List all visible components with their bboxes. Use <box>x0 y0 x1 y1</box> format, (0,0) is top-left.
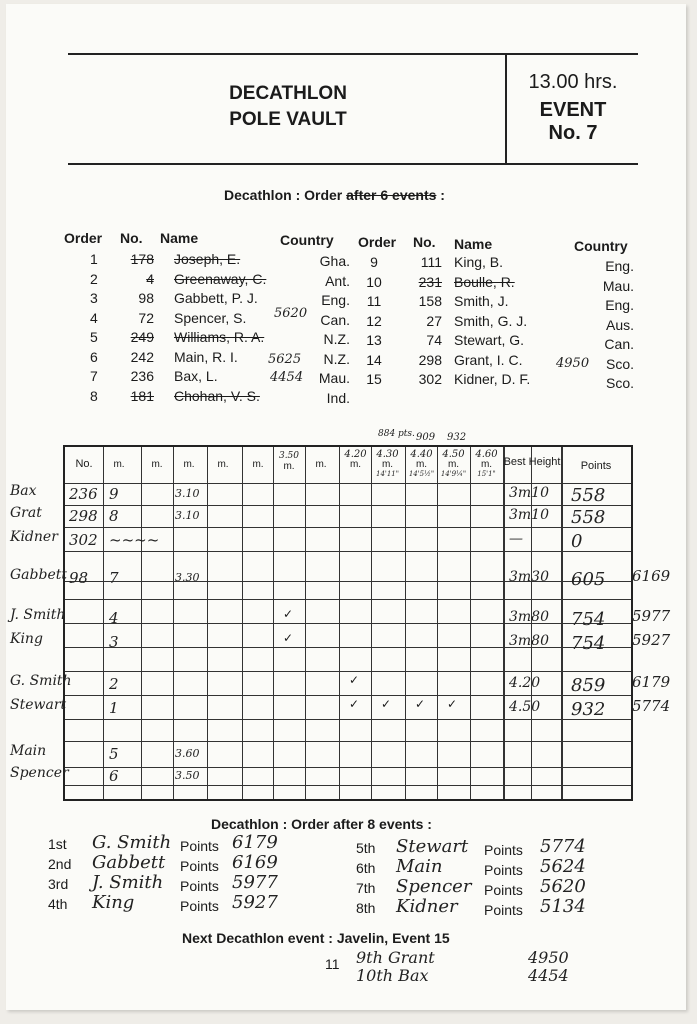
note-spencer: 5620 <box>274 306 308 321</box>
entry-number: 231 <box>418 273 442 290</box>
entry-country: Mau. <box>318 370 350 386</box>
grid-start-order: 2 <box>109 675 119 693</box>
grid-header-m: m. <box>151 459 163 470</box>
result-place: 5th <box>356 840 376 856</box>
grid-athlete-name: Main <box>10 743 47 759</box>
result-points: 5624 <box>540 856 586 877</box>
col-no-left: No. <box>120 230 143 246</box>
entry-number: 302 <box>418 371 442 387</box>
grid-best-height: 4.20 <box>509 675 541 691</box>
result-points: 5977 <box>232 872 278 893</box>
grid-start-height: 3.30 <box>175 571 200 584</box>
grid-start-order: 3 <box>109 633 119 651</box>
grid-hline <box>65 695 631 696</box>
grid-hline <box>65 671 631 672</box>
grid-start-order: 1 <box>109 699 119 717</box>
grid-header-m: m. <box>381 459 394 470</box>
grid-header-imperial: 14'11" <box>376 470 399 478</box>
grid-header-m: m. <box>283 461 295 472</box>
col-name-right: Name <box>454 236 493 252</box>
entry-order: 14 <box>366 351 382 368</box>
grid-hline <box>65 551 631 552</box>
entry-name: Grant, I. C. <box>454 351 523 368</box>
result-points: 5620 <box>540 876 586 897</box>
order-heading-struck: after 6 events <box>346 187 437 203</box>
grid-header-m: m. <box>113 459 125 470</box>
cleared-checkmark: ✓ <box>415 697 426 711</box>
entry-order: 13 <box>366 332 382 348</box>
result-place: 2nd <box>48 856 72 872</box>
note-bax: 4454 <box>270 370 304 385</box>
footnote-value2: 4454 <box>528 966 569 985</box>
grid-best-height: 3m10 <box>509 485 549 501</box>
grid-hline <box>65 505 631 506</box>
col-no-right: No. <box>413 234 436 250</box>
grid-total-points: 5774 <box>632 697 671 715</box>
grid-header-height: 4.30 <box>376 449 399 460</box>
above-grid-932: 932 <box>447 432 467 443</box>
grid-athlete-name: Spencer <box>10 765 69 781</box>
cleared-checkmark: ✓ <box>349 673 360 687</box>
header-divider <box>505 55 507 163</box>
grid-header-height: 4.40 <box>410 449 433 460</box>
cleared-checkmark: ✓ <box>349 697 360 711</box>
grid-header-imperial: 14'5½" <box>408 470 435 478</box>
result-place: 4th <box>48 896 68 912</box>
grid-best-height: — <box>509 531 523 547</box>
grid-best-height: 3m10 <box>509 507 549 523</box>
entry-order: 8 <box>90 387 98 404</box>
entry-order: 9 <box>370 254 378 270</box>
result-points-label: Points <box>180 858 219 874</box>
entry-name: Smith, J. <box>454 293 509 309</box>
result-name: G. Smith <box>92 832 172 853</box>
result-points: 5134 <box>540 896 586 917</box>
result-points-label: Points <box>180 898 219 914</box>
entry-number: 181 <box>130 387 154 404</box>
above-grid-909: 909 <box>416 432 436 443</box>
col-order-right: Order <box>358 234 397 250</box>
grid-bib-number: 98 <box>69 569 89 587</box>
result-name: Spencer <box>396 876 472 897</box>
grid-header-m: m. <box>480 459 493 470</box>
result-name: Stewart <box>396 836 469 857</box>
grid-header-m: m. <box>252 459 264 470</box>
result-points-label: Points <box>484 862 523 878</box>
footnote-value1: 4950 <box>528 948 569 967</box>
result-name: King <box>92 892 135 913</box>
entry-number: 98 <box>138 290 154 306</box>
grid-header-height: 4.60 <box>475 449 498 460</box>
programme-page <box>6 4 686 1010</box>
grid-best-height: 3m80 <box>509 609 549 625</box>
grid-header-no: No. <box>75 458 93 470</box>
entry-order: 7 <box>90 368 98 384</box>
grid-points: 558 <box>571 485 606 506</box>
entry-name: Stewart, G. <box>454 332 525 348</box>
grid-hline <box>65 767 631 768</box>
event-title-line2: POLE VAULT <box>229 109 347 130</box>
next-event: Next Decathlon event : Javelin, Event 15 <box>182 930 450 946</box>
result-points-label: Points <box>484 842 523 858</box>
entry-name: Gabbett, P. J. <box>174 290 258 306</box>
grid-bib-number: 302 <box>69 531 98 549</box>
entry-country: Gha. <box>319 253 350 269</box>
entry-number: 74 <box>426 332 442 348</box>
cleared-checkmark: ✓ <box>283 631 294 645</box>
results-grid <box>63 445 633 801</box>
entry-name: Greenaway, C. <box>174 270 267 287</box>
grid-athlete-name: Gabbett <box>10 567 67 583</box>
grid-header-m: m. <box>315 459 327 470</box>
result-place: 7th <box>356 880 376 896</box>
entry-number: 249 <box>130 329 154 345</box>
cleared-checkmark: ✓ <box>381 697 392 711</box>
grid-hline <box>65 785 631 786</box>
grid-athlete-name: Stewart <box>10 697 67 713</box>
grid-hline <box>65 741 631 742</box>
entry-number: 72 <box>138 309 154 326</box>
grid-hline <box>65 719 631 720</box>
entry-number: 236 <box>130 368 154 384</box>
entry-name: Chohan, V. S. <box>174 387 260 404</box>
order-heading-suffix: : <box>436 187 445 203</box>
grid-header-points: Points <box>580 460 612 472</box>
entry-order: 2 <box>90 270 98 287</box>
entry-number: 242 <box>130 348 154 365</box>
entry-order: 1 <box>90 251 98 267</box>
order-heading-prefix: Decathlon : Order <box>224 187 347 203</box>
grid-start-order: 6 <box>109 767 119 785</box>
entry-name: Williams, R. A. <box>174 329 265 345</box>
col-name-left: Name <box>160 230 199 246</box>
grid-header-m: m. <box>217 459 229 470</box>
entry-name: Main, R. I. <box>174 348 238 365</box>
note-grant: 4950 <box>556 356 590 371</box>
result-name: J. Smith <box>92 872 164 893</box>
grid-start-height: 3.10 <box>175 487 200 500</box>
result-points-label: Points <box>484 882 523 898</box>
result-place: 1st <box>48 836 67 852</box>
result-name: Kidner <box>396 896 458 917</box>
cleared-checkmark: ✓ <box>283 607 294 621</box>
grid-start-order: ~~~~ <box>109 531 160 549</box>
result-name: Gabbett <box>92 852 166 873</box>
result-points: 6179 <box>232 832 278 853</box>
grid-athlete-name: G. Smith <box>10 673 72 689</box>
entry-order: 4 <box>90 309 98 326</box>
grid-points: 605 <box>571 569 606 590</box>
grid-header-imperial: 15'1" <box>477 470 496 478</box>
grid-points: 754 <box>571 609 606 630</box>
grid-start-order: 7 <box>109 569 119 587</box>
grid-best-height: 3m80 <box>509 633 549 649</box>
grid-points: 558 <box>571 507 606 528</box>
grid-start-order: 4 <box>109 609 119 627</box>
grid-total-points: 5977 <box>632 607 671 625</box>
result-points: 5927 <box>232 892 278 913</box>
result-place: 6th <box>356 860 376 876</box>
grid-header-imperial: 14'9¼" <box>440 470 467 478</box>
grid-points: 859 <box>571 675 606 696</box>
entry-country: Can. <box>320 311 350 328</box>
footnote-line2: 10th Bax <box>356 966 429 985</box>
entry-order: 3 <box>90 290 98 306</box>
grid-bib-number: 236 <box>69 485 98 503</box>
grid-header-m: m. <box>349 459 362 470</box>
grid-points: 0 <box>571 531 583 552</box>
entry-number: 158 <box>418 293 442 309</box>
grid-total-points: 6169 <box>632 567 671 585</box>
entry-order: 5 <box>90 329 98 345</box>
entry-name: Bax, L. <box>174 368 218 384</box>
result-points: 5774 <box>540 836 586 857</box>
grid-points: 754 <box>571 633 606 654</box>
footnote-number: 11 <box>325 956 340 972</box>
grid-header-height: 4.20 <box>344 449 367 460</box>
event-title-line1: DECATHLON <box>229 83 347 104</box>
above-grid-pts: 884 pts. <box>378 429 415 439</box>
entry-number: 4 <box>146 270 154 287</box>
result-place: 3rd <box>48 876 69 892</box>
grid-start-order: 5 <box>109 745 119 763</box>
grid-athlete-name: Kidner <box>10 529 58 545</box>
grid-hline <box>65 483 631 484</box>
entry-number: 178 <box>130 251 154 267</box>
entry-name: King, B. <box>454 254 504 270</box>
event-time: 13.00 hrs. <box>528 71 618 93</box>
entry-number: 298 <box>418 351 442 368</box>
grid-start-order: 9 <box>109 485 119 503</box>
entry-name: Joseph, E. <box>174 251 241 267</box>
col-order-left: Order <box>64 230 103 246</box>
entry-order: 11 <box>366 293 382 309</box>
grid-start-order: 8 <box>109 507 119 525</box>
entry-country: Ind. <box>326 389 350 406</box>
grid-start-height: 3.60 <box>175 747 200 760</box>
entry-name: Boulle, R. <box>454 273 515 290</box>
note-main: 5625 <box>268 352 302 367</box>
entry-name: Spencer, S. <box>174 309 247 326</box>
result-name: Main <box>396 856 443 877</box>
grid-best-height: 3m30 <box>509 569 549 585</box>
entry-order: 15 <box>366 371 382 387</box>
grid-total-points: 6179 <box>632 673 671 691</box>
result-points-label: Points <box>180 838 219 854</box>
footnote-line1: 9th Grant <box>356 948 435 967</box>
grid-bib-number: 298 <box>69 507 98 525</box>
event-header <box>68 53 638 165</box>
entry-country: N.Z. <box>323 350 350 367</box>
entry-name: Smith, G. J. <box>454 312 528 329</box>
grid-athlete-name: J. Smith <box>10 607 66 623</box>
grid-start-height: 3.10 <box>175 509 200 522</box>
grid-athlete-name: Grat <box>10 505 42 521</box>
grid-header-m: m. <box>183 459 195 470</box>
grid-header-m: m. <box>415 459 428 470</box>
entry-country: N.Z. <box>323 331 350 347</box>
entry-country: Eng. <box>321 292 350 308</box>
entry-country: Mau. <box>602 277 634 294</box>
entry-order: 12 <box>366 312 382 329</box>
grid-best-height: 4.50 <box>509 699 541 715</box>
col-country-left: Country <box>280 232 334 248</box>
entry-order: 10 <box>366 273 382 290</box>
grid-header-best-height: Best Height <box>503 456 561 468</box>
entry-country: Sco. <box>605 375 634 391</box>
event-label: EVENT <box>539 99 607 121</box>
entry-country: Aus. <box>605 316 634 333</box>
event-number: No. 7 <box>548 122 598 144</box>
grid-header-m: m. <box>447 459 460 470</box>
cleared-checkmark: ✓ <box>447 697 458 711</box>
entry-number: 27 <box>426 312 442 329</box>
entry-country: Eng. <box>605 258 634 274</box>
result-points: 6169 <box>232 852 278 873</box>
result-points-label: Points <box>180 878 219 894</box>
entry-number: 111 <box>420 254 442 270</box>
entry-country: Eng. <box>605 297 634 313</box>
entry-order: 6 <box>90 348 98 365</box>
order-heading <box>224 187 445 203</box>
entry-name: Kidner, D. F. <box>454 371 531 387</box>
result-place: 8th <box>356 900 376 916</box>
col-country-right: Country <box>574 238 628 254</box>
grid-header-height: 4.50 <box>442 449 465 460</box>
entry-country: Ant. <box>325 272 350 289</box>
grid-hline <box>65 599 631 600</box>
entry-country: Sco. <box>605 355 634 372</box>
result-points-label: Points <box>484 902 523 918</box>
grid-athlete-name: Bax <box>10 483 37 499</box>
grid-athlete-name: King <box>10 631 43 647</box>
grid-hline <box>65 527 631 528</box>
grid-total-points: 5927 <box>632 631 671 649</box>
entry-country: Can. <box>604 336 634 352</box>
grid-start-height: 3.50 <box>175 769 200 782</box>
results-heading: Decathlon : Order after 8 events : <box>211 816 432 832</box>
grid-points: 932 <box>571 699 606 720</box>
grid-header-350: 3.50 <box>278 451 300 461</box>
